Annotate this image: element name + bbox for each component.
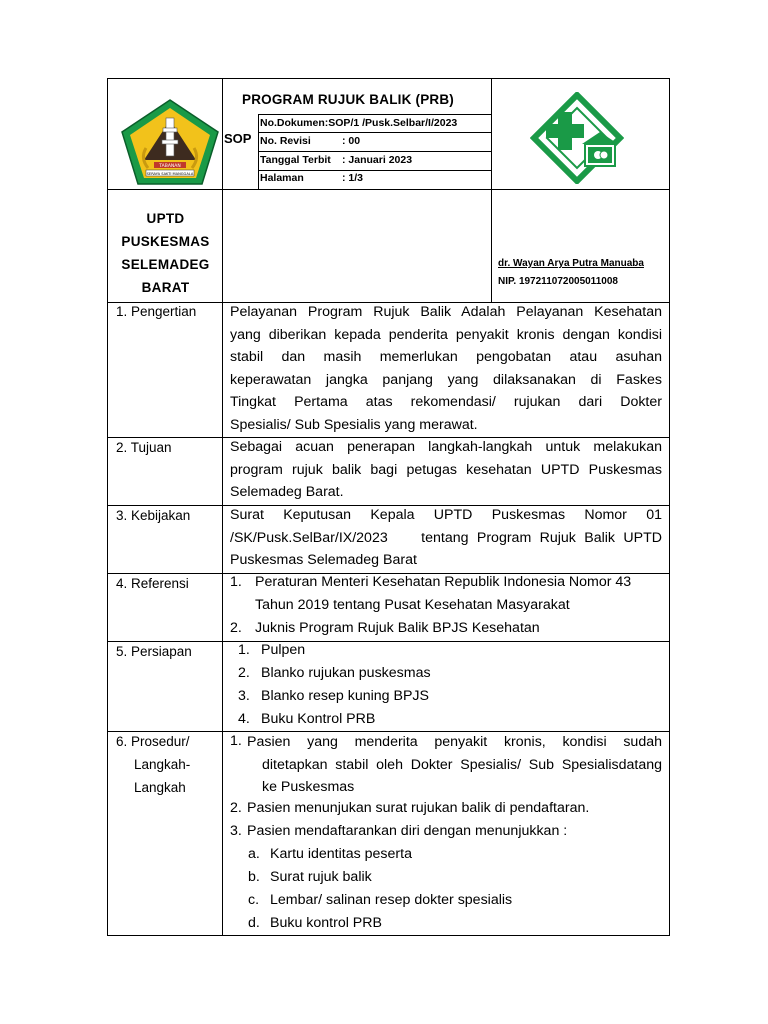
- list-item-text: Tahun 2019 tentang Pusat Kesehatan Masyarakat: [255, 597, 570, 613]
- text-line: Pasien yang menderita penyakit kronis, kondisi sudah: [247, 734, 662, 750]
- step-text: Pasien menunjukan surat rujukan balik di pendaftaran.: [247, 800, 590, 816]
- list-number: 1.: [238, 642, 250, 658]
- step-text: Pasien mendaftarankan diri dengan menunjukkan :: [247, 823, 568, 839]
- meta-divider-1: [258, 114, 491, 115]
- table-border-bottom: [107, 935, 670, 936]
- meta-divider-3: [258, 151, 491, 152]
- org-line-2: PUSKESMAS: [121, 234, 210, 249]
- text-line: stabil dan masih memerlukan pengobatan atau asuhan: [230, 349, 662, 366]
- text-line: Surat Keputusan Kepala UPTD Puskesmas Nomor 01: [230, 507, 662, 523]
- meta-label: No. Revisi: [260, 135, 311, 147]
- meta-sep: :: [342, 154, 346, 166]
- subitem-letter: d.: [248, 915, 260, 931]
- meta-row-halaman: [260, 172, 363, 184]
- meta-sep: :: [324, 117, 329, 129]
- section-label-persiapan: 5. Persiapan: [116, 644, 192, 659]
- org-line-3: SELEMADEG: [121, 257, 210, 272]
- list-number: 4.: [238, 711, 250, 727]
- list-number: 1.: [230, 574, 242, 590]
- text-line: Spesialis/ Sub Spesialis yang merawat.: [230, 416, 478, 433]
- column-divider-logo: [491, 78, 492, 303]
- header-divider: [107, 189, 670, 190]
- meta-value: Januari 2023: [348, 154, 413, 166]
- table-border-top: [107, 78, 670, 79]
- text-line: Pelayanan Program Rujuk Balik Adalah Pelayanan Kesehatan: [230, 304, 662, 320]
- subitem-letter: c.: [248, 892, 260, 908]
- text-line: keperawatan jangka panjang yang dilaksanakan di Faskes: [230, 371, 662, 388]
- table-border-right: [669, 78, 670, 936]
- meta-value: SOP/1 /Pusk.Selbar/I/2023: [328, 117, 458, 129]
- section-label-tujuan: 2. Tujuan: [116, 440, 172, 455]
- meta-row-revisi: [260, 135, 360, 147]
- step-number: 2.: [230, 800, 242, 816]
- text-line: Sebagai acuan penerapan langkah-langkah untuk melakukan: [230, 439, 662, 455]
- list-item-text: Juknis Program Rujuk Balik BPJS Kesehatan: [255, 620, 540, 636]
- step-number: 3.: [230, 823, 242, 839]
- section-label-kebijakan: 3. Kebijakan: [116, 508, 191, 523]
- subitem-text: Surat rujuk balik: [270, 869, 372, 885]
- document-title: PROGRAM RUJUK BALIK (PRB): [242, 92, 454, 107]
- meta-divider-2: [258, 132, 491, 133]
- org-line-1: UPTD: [146, 211, 185, 226]
- row-divider-5: [107, 641, 670, 642]
- text-line: program rujuk balik bagi petugas kesehatan UPTD Puskesmas: [230, 461, 662, 478]
- meta-sep: :: [342, 172, 346, 184]
- section-body-tujuan: [230, 436, 662, 504]
- section-label-pengertian: 1. Pengertian: [116, 304, 197, 319]
- section-body-pengertian: [230, 301, 662, 437]
- list-item-text: Peraturan Menteri Kesehatan Republik Indonesia Nomor 43: [255, 574, 632, 590]
- org-line-4: BARAT: [141, 280, 190, 295]
- meta-divider-4: [258, 170, 491, 171]
- table-border-left: [107, 78, 108, 936]
- text-line: yang diberikan kepada penderita penyakit kronis dengan kondisi: [230, 326, 662, 343]
- meta-value: 00: [348, 135, 361, 147]
- list-number: 3.: [238, 688, 250, 704]
- subitem-text: Kartu identitas peserta: [270, 846, 412, 862]
- meta-label: No.Dokumen: [260, 117, 325, 129]
- meta-value: 1/3: [348, 172, 364, 184]
- list-number: 2.: [230, 620, 242, 636]
- subitem-letter: a.: [248, 846, 260, 862]
- text-line: Tingkat Pertama atas rekomendasi/ rujukan dari Dokter: [230, 394, 662, 411]
- meta-row-tanggal: [260, 154, 412, 166]
- step-number: 1.: [230, 733, 242, 749]
- meta-label: Halaman: [260, 172, 304, 184]
- meta-label: Tanggal Terbit: [260, 154, 331, 166]
- list-item-text: Blanko rujukan puskesmas: [261, 665, 431, 681]
- crest-text-top: TABANAN: [159, 164, 181, 169]
- section-label-referensi: 4. Referensi: [116, 576, 189, 591]
- section-label-prosedur-2: Langkah-: [134, 757, 191, 772]
- text-line: ke Puskesmas: [262, 779, 355, 796]
- text-line: ditetapkan stabil oleh Dokter Spesialis/ Sub Spesialisdatang: [262, 756, 662, 773]
- section-label-prosedur: 6. Prosedur/: [116, 734, 190, 749]
- sop-label: SOP: [224, 131, 252, 146]
- text-line: Selemadeg Barat.: [230, 484, 344, 501]
- subitem-text: Buku kontrol PRB: [270, 915, 382, 931]
- text-line: /SK/Pusk.SelBar/IX/2023 tentang Program Rujuk Balik UPTD: [230, 529, 662, 546]
- signer-nip: NIP. 197211072005011008: [498, 276, 618, 287]
- tabanan-crest-logo: [118, 98, 222, 188]
- text-line: Puskesmas Selemadeg Barat: [230, 552, 417, 569]
- list-item-text: Blanko resep kuning BPJS: [261, 688, 429, 704]
- crest-text-bottom: SERAYA SAKTI MANGGALA: [146, 172, 194, 176]
- section-body-kebijakan: [230, 504, 662, 572]
- section-label-prosedur-3: Langkah: [134, 780, 186, 795]
- list-item-text: Pulpen: [261, 642, 306, 658]
- column-divider-label: [222, 78, 223, 936]
- signer-name: dr. Wayan Arya Putra Manuaba: [498, 258, 644, 269]
- meta-sep: :: [342, 135, 346, 147]
- subitem-letter: b.: [248, 869, 260, 885]
- list-number: 2.: [238, 665, 250, 681]
- step-text: [247, 731, 662, 799]
- list-item-text: Buku Kontrol PRB: [261, 711, 376, 727]
- puskesmas-logo: [530, 92, 624, 184]
- meta-row-dokumen: [260, 117, 457, 129]
- subitem-text: Lembar/ salinan resep dokter spesialis: [270, 892, 513, 908]
